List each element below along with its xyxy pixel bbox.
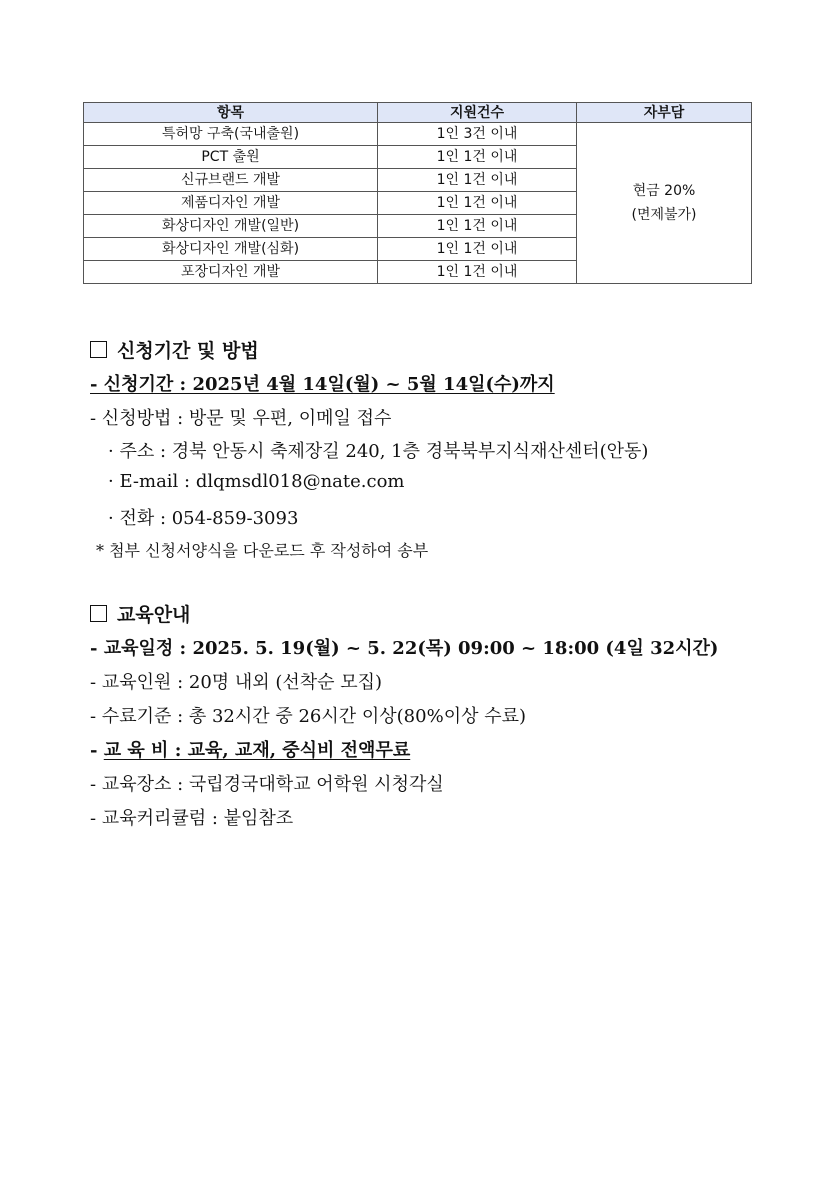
row-count: 1인 1건 이내 <box>378 215 577 238</box>
row-item: 제품디자인 개발 <box>84 192 378 215</box>
apply-phone: · 전화 : 054-859-3093 <box>108 508 299 529</box>
row-count: 1인 3건 이내 <box>378 123 577 146</box>
table-header-row <box>84 103 752 123</box>
edu-place: - 교육장소 : 국립경국대학교 어학원 시청각실 <box>90 774 444 795</box>
apply-email: · E-mail : dlqmsdl018@nate.com <box>108 471 405 492</box>
row-count: 1인 1건 이내 <box>378 192 577 215</box>
apply-note: * 첨부 신청서양식을 다운로드 후 작성하여 송부 <box>96 541 429 560</box>
apply-section-heading <box>90 336 259 363</box>
burden-cell <box>577 123 752 284</box>
row-item: PCT 출원 <box>84 146 378 169</box>
row-item: 화상디자인 개발(일반) <box>84 215 378 238</box>
apply-address: · 주소 : 경북 안동시 축제장길 240, 1층 경북북부지식재산센터(안동) <box>108 441 649 462</box>
apply-period-text: - 신청기간 : 2025년 4월 14일(월) ~ 5월 14일(수)까지 <box>90 374 555 395</box>
edu-curriculum: - 교육커리큘럼 : 붙임참조 <box>90 808 294 829</box>
row-item: 신규브랜드 개발 <box>84 169 378 192</box>
row-count: 1인 1건 이내 <box>378 261 577 284</box>
burden-line2: (면제불가) <box>631 207 697 223</box>
row-item: 특허망 구축(국내출원) <box>84 123 378 146</box>
row-count: 1인 1건 이내 <box>378 169 577 192</box>
header-count: 지원건수 <box>378 103 577 123</box>
apply-heading-text: 신청기간 및 방법 <box>117 340 259 362</box>
edu-schedule: - 교육일정 : 2025. 5. 19(월) ~ 5. 22(목) 09:00 ~ 18:00 (4일 32시간) <box>90 638 719 659</box>
row-item: 포장디자인 개발 <box>84 261 378 284</box>
edu-people: - 교육인원 : 20명 내외 (선착순 모집) <box>90 672 383 693</box>
apply-period <box>90 370 555 396</box>
apply-method: - 신청방법 : 방문 및 우편, 이메일 접수 <box>90 408 392 429</box>
header-burden: 자부담 <box>577 103 752 123</box>
edu-heading-text: 교육안내 <box>117 604 191 626</box>
checkbox-square-icon <box>90 341 107 358</box>
edu-fee-prefix: - <box>90 740 104 761</box>
header-item: 항목 <box>84 103 378 123</box>
edu-fee-text: 교 육 비 : 교육, 교재, 중식비 전액무료 <box>103 740 411 761</box>
edu-criteria: - 수료기준 : 총 32시간 중 26시간 이상(80%이상 수료) <box>90 706 526 727</box>
support-table <box>83 102 752 284</box>
table-row <box>84 123 752 146</box>
row-count: 1인 1건 이내 <box>378 146 577 169</box>
edu-section-heading <box>90 600 190 627</box>
row-count: 1인 1건 이내 <box>378 238 577 261</box>
checkbox-square-icon <box>90 605 107 622</box>
row-item: 화상디자인 개발(심화) <box>84 238 378 261</box>
edu-fee <box>90 736 410 762</box>
burden-line1: 현금 20% <box>632 183 696 199</box>
